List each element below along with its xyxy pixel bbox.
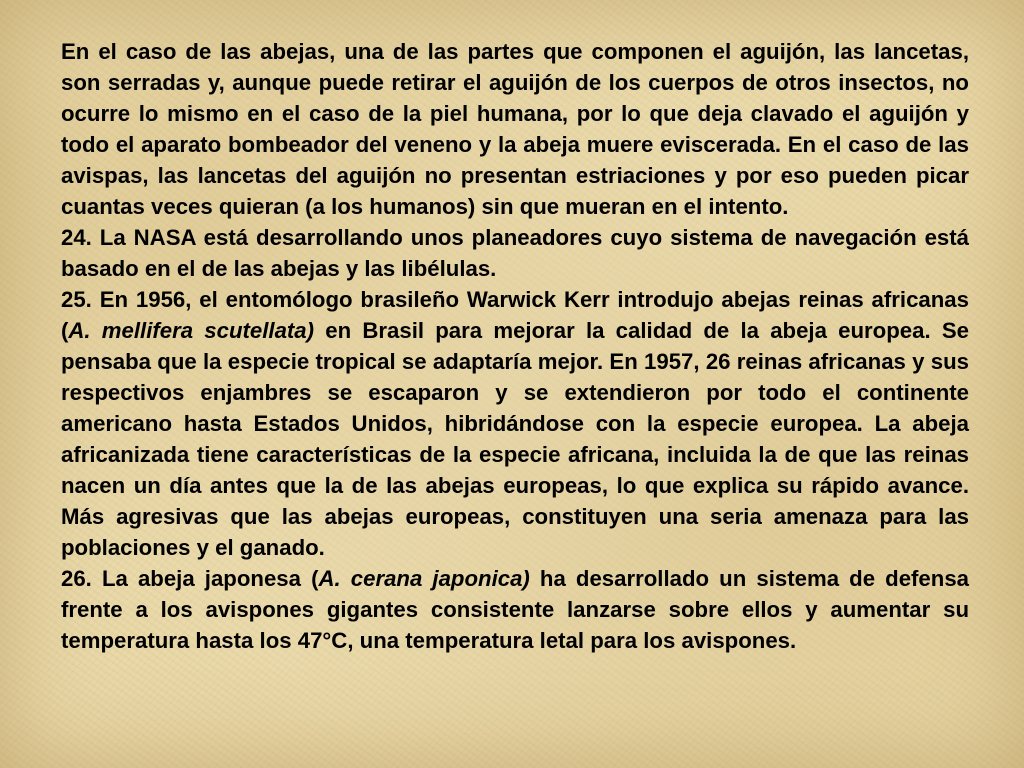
- paragraph-24-nasa: [61, 222, 969, 284]
- paragraph-24-text: 24. La NASA está desarrollando unos planeadores cuyo sistema de navegación está basado en el de las abejas y las libélulas.: [61, 225, 969, 281]
- paragraph-26-text-end: ha desarrollado un sistema de defensa frente a los avispones gigantes consistente lanzarse sobre ellos y aumentar su temperatura hasta los 47°C, una temperatura letal para los avispones.: [61, 566, 969, 653]
- paragraph-25-text-end: en Brasil para mejorar la calidad de la abeja europea. Se pensaba que la especie tropical se adaptaría mejor. En 1957, 26 reinas africanas y sus respectivos enjambres se escaparon y se extendieron por todo el continente americano hasta Estados Unidos, hibridándose con la especie europea. La abeja africanizada tiene características de la especie africana, incluida la de que las reinas nacen un día antes que la de las abejas europeas, lo que explica su rápido avance. Más agresivas que las abejas europeas, constituyen una seria amenaza para las poblaciones y el ganado.: [61, 318, 969, 560]
- species-name-cerana-japonica: A. cerana japonica): [318, 566, 530, 591]
- paragraph-bee-stinger: [61, 36, 969, 222]
- species-name-scutellata: A. mellifera scutellata): [68, 318, 315, 343]
- paragraph-25-text-start: 25. En 1956, el entomólogo brasileño Warwick Kerr introdujo abejas reinas africanas (: [61, 287, 969, 343]
- paragraph-25-africanized-bee: [61, 284, 969, 563]
- slide-text-body: [61, 36, 969, 656]
- paragraph-26-japanese-bee: [61, 563, 969, 656]
- paragraph-26-text-start: 26. La abeja japonesa (: [61, 566, 319, 591]
- paragraph-bee-stinger-text: En el caso de las abejas, una de las partes que componen el aguijón, las lancetas, son serradas y, aunque puede retirar el aguijón de los cuerpos de otros insectos, no ocurre lo mismo en el caso de la piel humana, por lo que deja clavado el aguijón y todo el aparato bombeador del veneno y la abeja muere eviscerada. En el caso de las avispas, las lancetas del aguijón no presentan estriaciones y por eso pueden picar cuantas veces quieran (a los humanos) sin que mueran en el intento.: [61, 39, 969, 219]
